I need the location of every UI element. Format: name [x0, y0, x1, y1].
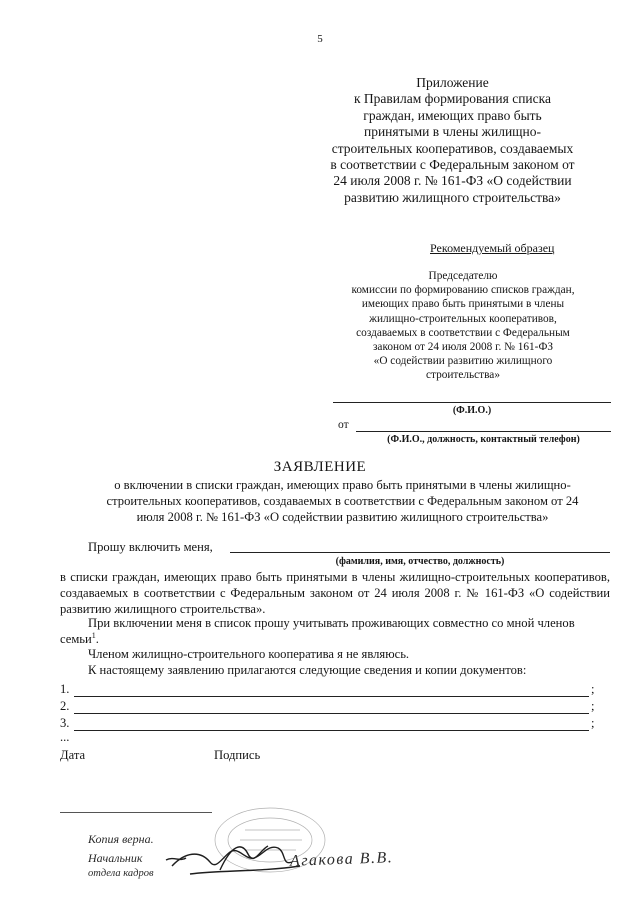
appendix-line: 24 июля 2008 г. № 161-ФЗ «О содействии: [333, 173, 572, 189]
addressee-line: жилищно-строительных кооперативов,: [369, 312, 557, 325]
document-subtitle: [65, 477, 620, 525]
signature-label: Подпись: [214, 748, 261, 762]
department-title: отдела кадров: [88, 868, 154, 879]
request-field-line[interactable]: [230, 552, 610, 553]
appendix-line: развитию жилищного строительства»: [344, 189, 561, 205]
appendix-line: к Правилам формирования списка: [354, 91, 551, 107]
attachment-line-1[interactable]: [74, 696, 589, 697]
stamp-and-signature-icon: [150, 800, 450, 900]
from-label: от: [338, 419, 349, 431]
subtitle-line: июля 2008 г. № 161-ФЗ «О содействии развитию жилищного строительства»: [136, 510, 549, 524]
attachment-line-2[interactable]: [74, 713, 589, 714]
request-body: в списки граждан, имеющих право быть принятыми в члены жилищно-строительных кооперативов, создаваемых в соответствии с Федеральным законом от 24 июля 2008 г. № 161-ФЗ «О содействии развитию жилищного строительства».: [60, 570, 610, 616]
attachment-number: 1.: [60, 682, 70, 696]
attachment-number: 3.: [60, 716, 70, 730]
sample-label: Рекомендуемый образец: [430, 241, 555, 255]
not-member-statement: Членом жилищно-строительного кооператива я не являюсь.: [88, 647, 410, 661]
subtitle-line: строительных кооперативов, создаваемых в соответствии с Федеральным законом от 24: [106, 494, 579, 508]
addressee-line: строительства»: [426, 369, 500, 382]
appendix-block: [300, 75, 605, 206]
document-title: ЗАЯВЛЕНИЕ: [273, 459, 367, 475]
fio-caption: (Ф.И.О.): [452, 405, 492, 416]
attachments-ellipsis: ...: [60, 730, 70, 744]
appendix-line: строительных кооперативов, создаваемых: [331, 140, 574, 156]
attachment-line-3[interactable]: [74, 730, 589, 731]
footnote-mark: 1: [91, 631, 96, 640]
fio-field-line[interactable]: [333, 402, 611, 403]
addressee-line: комиссии по формированию списков граждан,: [351, 284, 575, 297]
family-end: .: [95, 632, 99, 647]
addressee-block: [318, 269, 608, 383]
addressee-line: законом от 24 июля 2008 г. № 161-ФЗ: [372, 341, 554, 354]
attachment-end: ;: [591, 699, 595, 713]
family-line-1: При включении меня в список прошу учитывать проживающих совместно со мной членов: [88, 616, 575, 630]
addressee-line: имеющих право быть принятыми в члены: [361, 298, 565, 311]
attachment-end: ;: [591, 716, 595, 730]
addressee-line: «О содействии развитию жилищного: [373, 355, 553, 368]
fio-contact-caption: (Ф.И.О., должность, контактный телефон): [387, 434, 580, 445]
request-lead: Прошу включить меня,: [88, 540, 213, 554]
head-title: Начальник: [88, 851, 143, 865]
addressee-line: Председателю: [428, 270, 498, 282]
family-paragraph-end: [60, 631, 99, 647]
handwritten-name: Агакова В.В.: [289, 849, 394, 870]
attachment-number: 2.: [60, 699, 70, 713]
appendix-line: Приложение: [416, 75, 489, 90]
appendix-line: принятыми в члены жилищно-: [363, 124, 542, 140]
family-paragraph: [88, 615, 575, 631]
addressee-line: создаваемых в соответствии с Федеральным: [356, 326, 570, 339]
from-field-line[interactable]: [356, 431, 611, 432]
page-number: 5: [317, 33, 323, 45]
appendix-line: в соответствии с Федеральным законом от: [330, 157, 575, 173]
family-line-2: семьи: [60, 632, 92, 647]
attachments-intro: К настоящему заявлению прилагаются следующие сведения и копии документов:: [88, 663, 527, 677]
request-caption: (фамилия, имя, отчество, должность): [335, 556, 505, 567]
appendix-line: граждан, имеющих право быть: [363, 107, 542, 123]
attachment-end: ;: [591, 682, 595, 696]
copy-true-note: Копия верна.: [88, 832, 154, 846]
subtitle-line: о включении в списки граждан, имеющих право быть принятыми в члены жилищно-: [114, 478, 571, 492]
date-label: Дата: [60, 748, 86, 762]
